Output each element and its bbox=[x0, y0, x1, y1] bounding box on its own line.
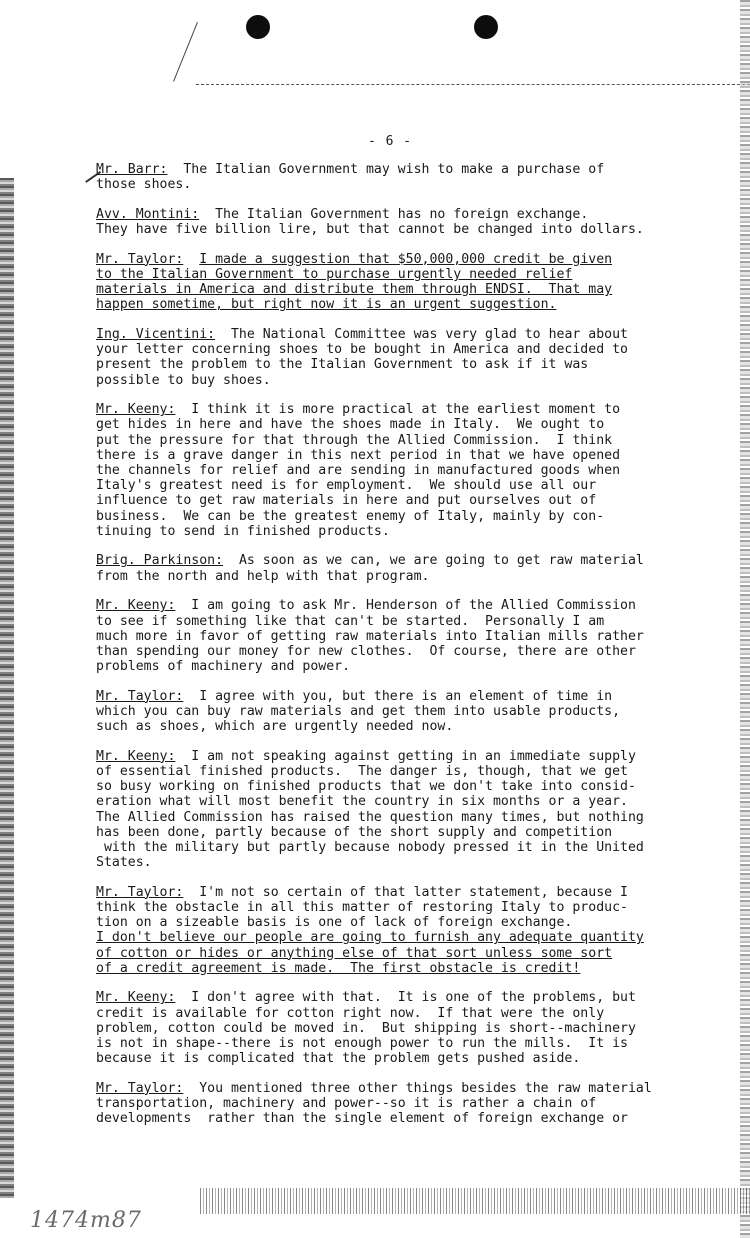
speaker-name: Mr. Taylor: bbox=[96, 688, 184, 704]
scan-edge-right bbox=[740, 0, 750, 1238]
speaker-paragraph bbox=[96, 598, 736, 674]
text-line bbox=[96, 946, 736, 961]
text-line bbox=[96, 794, 736, 809]
line-text: than spending our money for new clothes. Of course, there are other bbox=[96, 643, 636, 659]
line-text: there is a grave danger in this next period in that we have opened bbox=[96, 447, 621, 463]
line-text: possible to buy shoes. bbox=[96, 372, 271, 388]
line-text: transportation, machinery and power--so it is rather a chain of bbox=[96, 1096, 597, 1112]
text-line bbox=[96, 282, 736, 297]
line-text: the channels for relief and are sending in manufactured goods when bbox=[96, 463, 621, 478]
speaker-paragraph bbox=[96, 885, 736, 976]
speaker-name: Mr. Taylor: bbox=[96, 251, 184, 267]
speaker-name: Mr. Keeny: bbox=[96, 402, 176, 418]
speaker-paragraph bbox=[96, 1081, 736, 1127]
text-line bbox=[96, 1081, 736, 1096]
line-text: happen sometime, but right now it is an urgent suggestion. bbox=[96, 297, 557, 313]
text-line bbox=[96, 177, 736, 192]
line-text: influence to get raw materials in here and put ourselves out of bbox=[96, 493, 597, 509]
line-text: of essential finished products. The danger is, though, that we get bbox=[96, 764, 628, 779]
speaker-paragraph bbox=[96, 990, 736, 1066]
text-line bbox=[96, 840, 736, 855]
line-text: such as shoes, which are urgently needed now. bbox=[96, 719, 454, 735]
text-line bbox=[96, 900, 736, 915]
speaker-name: Mr. Barr: bbox=[96, 162, 168, 177]
text-line bbox=[96, 779, 736, 794]
speaker-name: Mr. Keeny: bbox=[96, 748, 176, 764]
text-line bbox=[96, 1096, 736, 1111]
line-text: of a credit agreement is made. The first obstacle is credit! bbox=[96, 960, 581, 976]
text-line bbox=[96, 433, 736, 448]
paper-tab-edge bbox=[173, 22, 198, 82]
text-line bbox=[96, 524, 736, 539]
line-text: As soon as we can, we are going to get raw material bbox=[238, 553, 644, 569]
text-line bbox=[96, 327, 736, 342]
line-text: problems of machinery and power. bbox=[96, 659, 351, 675]
line-text: The Italian Government has no foreign exchange. bbox=[215, 206, 589, 222]
speaker-name: Mr. Keeny: bbox=[96, 990, 176, 1006]
line-text: I am not speaking against getting in an immediate supply bbox=[191, 748, 636, 764]
text-line bbox=[96, 478, 736, 493]
line-text: business. We can be the greatest enemy of Italy, mainly by con- bbox=[96, 508, 605, 524]
line-text: I'm not so certain of that latter statement, because I bbox=[199, 884, 628, 900]
text-line bbox=[96, 990, 736, 1005]
text-line bbox=[96, 267, 736, 282]
speaker-paragraph bbox=[96, 252, 736, 313]
line-text: from the north and help with that program. bbox=[96, 568, 430, 584]
text-line bbox=[96, 553, 736, 568]
line-text: Italy's greatest need is for employment. We should use all our bbox=[96, 478, 597, 494]
punch-hole-left bbox=[246, 15, 270, 39]
scan-edge-bottom bbox=[200, 1188, 750, 1214]
text-line bbox=[96, 417, 736, 432]
line-text: to see if something like that can't be started. Personally I am bbox=[96, 613, 605, 629]
handwritten-note: 1474m87 bbox=[30, 1208, 142, 1233]
text-line bbox=[96, 402, 736, 417]
text-line bbox=[96, 915, 736, 930]
line-text: I don't believe our people are going to furnish any adequate quantity bbox=[96, 930, 644, 946]
line-text: is not in shape--there is not enough power to run the mills. It is bbox=[96, 1036, 628, 1051]
text-line bbox=[96, 252, 736, 267]
line-text: I think it is more practical at the earliest moment to bbox=[191, 402, 621, 418]
line-text: The Allied Commission has raised the question many times, but nothing bbox=[96, 809, 644, 825]
speaker-name: Mr. Taylor: bbox=[96, 884, 184, 900]
text-line bbox=[96, 689, 736, 704]
line-text: I agree with you, but there is an element of time in bbox=[199, 688, 613, 704]
line-text: You mentioned three other things besides the raw material bbox=[199, 1080, 652, 1096]
text-line bbox=[96, 644, 736, 659]
line-text: of cotton or hides or anything else of that sort unless some sort bbox=[96, 945, 613, 961]
scan-edge-left bbox=[0, 178, 14, 1198]
text-line bbox=[96, 961, 736, 976]
text-line bbox=[96, 207, 736, 222]
line-text: with the military but partly because nobody pressed it in the United bbox=[96, 839, 644, 855]
text-line bbox=[96, 704, 736, 719]
speaker-name: Mr. Keeny: bbox=[96, 598, 176, 614]
line-text: materials in America and distribute them through ENDSI. That may bbox=[96, 282, 613, 298]
text-line bbox=[96, 930, 736, 945]
text-line bbox=[96, 448, 736, 463]
text-line bbox=[96, 614, 736, 629]
speaker-name: Brig. Parkinson: bbox=[96, 553, 224, 569]
text-line bbox=[96, 1111, 736, 1126]
speaker-paragraph bbox=[96, 689, 736, 735]
line-text: your letter concerning shoes to be bought in America and decided to bbox=[96, 342, 628, 358]
text-line bbox=[96, 222, 736, 237]
line-text: because it is complicated that the problem gets pushed aside. bbox=[96, 1051, 581, 1067]
text-line bbox=[96, 463, 736, 478]
line-text: has been done, partly because of the short supply and competition bbox=[96, 824, 613, 840]
text-line bbox=[96, 342, 736, 357]
text-line bbox=[96, 1051, 736, 1066]
text-line bbox=[96, 493, 736, 508]
text-line bbox=[96, 162, 736, 177]
line-text: which you can buy raw materials and get them into usable products, bbox=[96, 703, 621, 719]
text-line bbox=[96, 749, 736, 764]
line-text: so busy working on finished products that we don't take into consid- bbox=[96, 779, 636, 795]
line-text: those shoes. bbox=[96, 177, 192, 193]
text-line bbox=[96, 373, 736, 388]
line-text: I am going to ask Mr. Henderson of the Allied Commission bbox=[191, 598, 636, 614]
text-line bbox=[96, 357, 736, 372]
speaker-name: Avv. Montini: bbox=[96, 206, 200, 222]
line-text: present the problem to the Italian Government to ask if it was bbox=[96, 357, 589, 373]
transcript-body bbox=[96, 162, 736, 1141]
speaker-name: Mr. Taylor: bbox=[96, 1080, 184, 1096]
line-text: They have five billion lire, but that cannot be changed into dollars. bbox=[96, 222, 644, 238]
text-line bbox=[96, 855, 736, 870]
line-text: tion on a sizeable basis is one of lack of foreign exchange. bbox=[96, 915, 573, 931]
speaker-paragraph bbox=[96, 327, 736, 388]
text-line bbox=[96, 885, 736, 900]
line-text: tinuing to send in finished products. bbox=[96, 523, 390, 539]
line-text: to the Italian Government to purchase urgently needed relief bbox=[96, 266, 573, 282]
line-text: credit is available for cotton right now. If that were the only bbox=[96, 1005, 605, 1021]
line-text: I made a suggestion that $50,000,000 credit be given bbox=[199, 251, 613, 267]
text-line bbox=[96, 598, 736, 613]
line-text: I don't agree with that. It is one of the problems, but bbox=[191, 990, 636, 1006]
punch-hole-right bbox=[474, 15, 498, 39]
paper-fold-line bbox=[196, 84, 750, 85]
text-line bbox=[96, 629, 736, 644]
page-number: - 6 - bbox=[368, 134, 413, 149]
text-line bbox=[96, 297, 736, 312]
speaker-paragraph bbox=[96, 402, 736, 539]
speaker-paragraph bbox=[96, 553, 736, 583]
line-text: eration what will most benefit the country in six months or a year. bbox=[96, 794, 628, 810]
line-text: States. bbox=[96, 855, 152, 871]
line-text: get hides in here and have the shoes made in Italy. We ought to bbox=[96, 417, 605, 433]
text-line bbox=[96, 764, 736, 779]
line-text: The National Committee was very glad to hear about bbox=[230, 327, 628, 342]
text-line bbox=[96, 810, 736, 825]
text-line bbox=[96, 1036, 736, 1051]
text-line bbox=[96, 1006, 736, 1021]
speaker-paragraph bbox=[96, 162, 736, 192]
text-line bbox=[96, 509, 736, 524]
text-line bbox=[96, 1021, 736, 1036]
text-line bbox=[96, 569, 736, 584]
line-text: The Italian Government may wish to make a purchase of bbox=[183, 162, 605, 177]
text-line bbox=[96, 659, 736, 674]
speaker-paragraph bbox=[96, 749, 736, 871]
text-line bbox=[96, 719, 736, 734]
line-text: developments rather than the single element of foreign exchange or bbox=[96, 1111, 628, 1127]
text-line bbox=[96, 825, 736, 840]
line-text: put the pressure for that through the Allied Commission. I think bbox=[96, 432, 613, 448]
line-text: much more in favor of getting raw materials into Italian mills rather bbox=[96, 628, 644, 644]
line-text: think the obstacle in all this matter of restoring Italy to produc- bbox=[96, 900, 628, 915]
line-text: problem, cotton could be moved in. But shipping is short--machinery bbox=[96, 1020, 636, 1036]
speaker-paragraph bbox=[96, 207, 736, 237]
speaker-name: Ing. Vicentini: bbox=[96, 327, 216, 342]
